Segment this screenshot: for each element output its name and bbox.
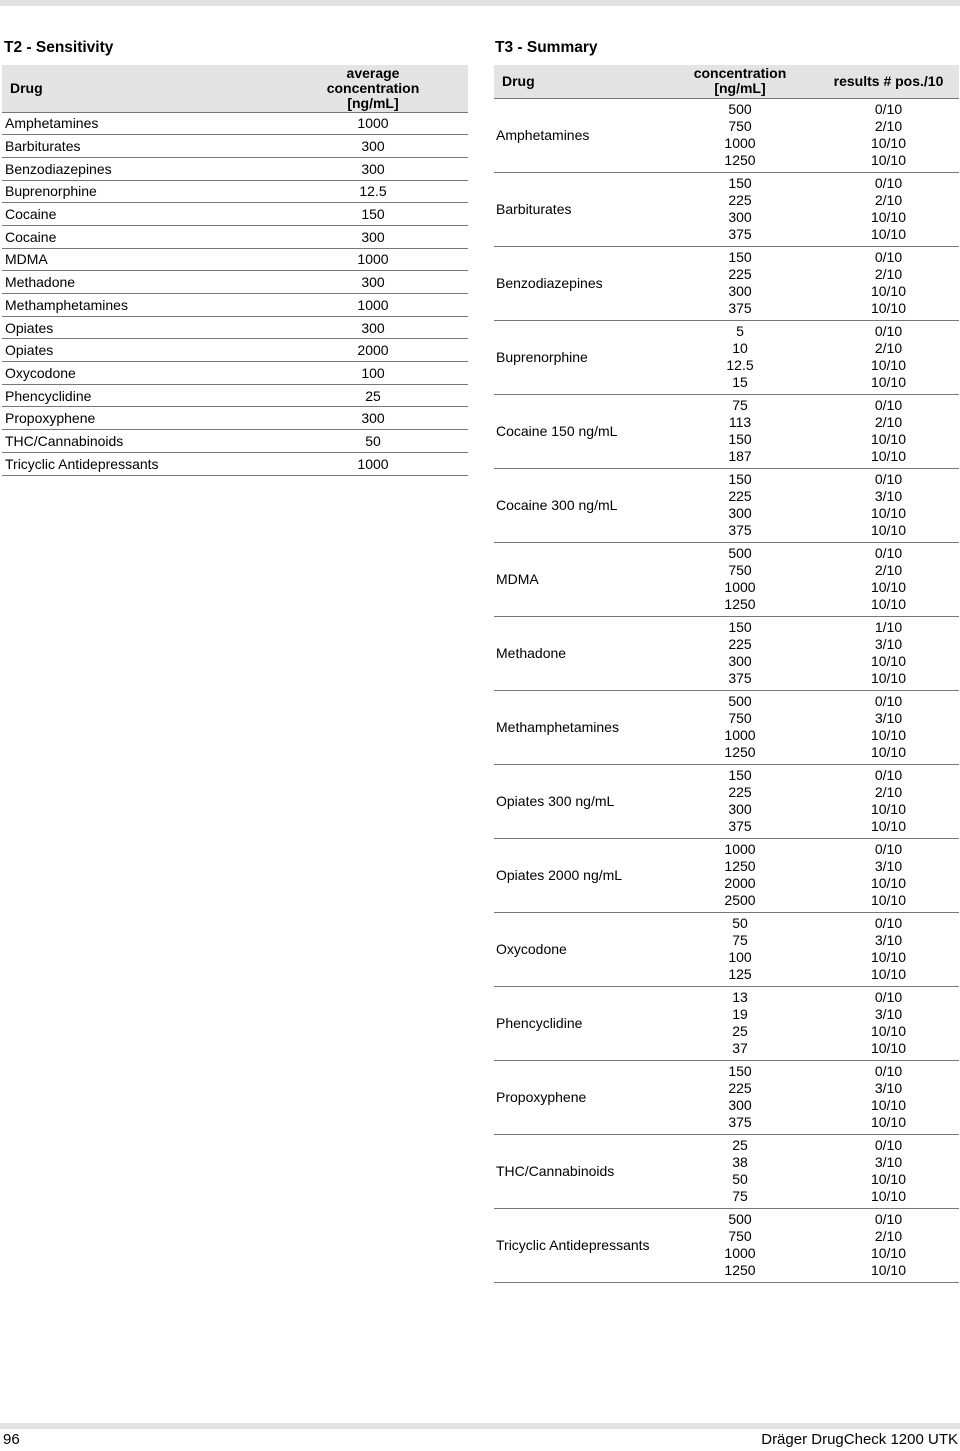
- t3-concentration-value: 12.5: [726, 357, 754, 373]
- t3-row: [494, 838, 959, 912]
- t3-cell-concentrations: [670, 1060, 810, 1134]
- t3-concentration-value: 150: [728, 619, 752, 635]
- t3-cell-drug: Propoxyphene: [496, 1088, 587, 1105]
- top-divider: [0, 0, 960, 6]
- t3-cell-concentrations: [670, 912, 810, 986]
- t3-concentration-value: 100: [728, 949, 752, 965]
- bottom-divider: [0, 1423, 960, 1429]
- t3-result-value: 0/10: [874, 1063, 903, 1079]
- t3-result-value: 10/10: [870, 1114, 907, 1130]
- t3-result-value: 3/10: [874, 710, 903, 726]
- t3-cell-drug: Opiates 2000 ng/mL: [496, 866, 623, 883]
- t3-concentration-value: 2000: [724, 875, 756, 891]
- t2-cell-concentration: 1000: [357, 251, 389, 268]
- t3-row: [494, 542, 959, 616]
- t3-cell-results: [810, 690, 959, 764]
- t3-result-value: 10/10: [870, 152, 907, 168]
- t3-concentration-value: 1000: [724, 579, 756, 595]
- t3-concentration-value: 37: [732, 1040, 748, 1056]
- t2-cell-concentration: 12.5: [359, 183, 387, 200]
- t3-result-value: 10/10: [870, 283, 907, 299]
- t3-cell-concentrations: [670, 468, 810, 542]
- t2-row: [2, 339, 468, 362]
- t3-result-value: 10/10: [870, 357, 907, 373]
- t3-result-value: 0/10: [874, 397, 903, 413]
- t3-result-value: 10/10: [870, 1023, 907, 1039]
- t3-concentration-value: 75: [732, 932, 748, 948]
- t3-concentration-value: 125: [728, 966, 752, 982]
- t3-cell-results: [810, 616, 959, 690]
- t3-result-value: 0/10: [874, 323, 903, 339]
- t3-result-value: 10/10: [870, 801, 907, 817]
- t3-concentration-value: 750: [728, 710, 752, 726]
- t2-row: [2, 203, 468, 226]
- t3-result-value: 2/10: [874, 192, 903, 208]
- t3-concentration-value: 1000: [724, 1245, 756, 1261]
- t2-cell-drug: Buprenorphine: [5, 183, 97, 200]
- t2-cell-drug: Phencyclidine: [5, 387, 92, 404]
- t3-concentration-value: 75: [732, 1188, 748, 1204]
- t3-concentration-value: 1250: [724, 152, 756, 168]
- t3-concentration-value: 225: [728, 636, 752, 652]
- t3-result-value: 0/10: [874, 767, 903, 783]
- t2-row: [2, 180, 468, 203]
- t2-cell-drug: Cocaine: [5, 206, 57, 223]
- t3-result-value: 2/10: [874, 1228, 903, 1244]
- t3-concentration-value: 5: [736, 323, 744, 339]
- t3-cell-drug: Amphetamines: [496, 126, 590, 143]
- t2-cell-concentration: 300: [361, 319, 385, 336]
- t3-result-value: 1/10: [874, 619, 903, 635]
- t2-cell-concentration: 300: [361, 410, 385, 427]
- t3-concentration-value: 150: [728, 175, 752, 191]
- t3-concentration-value: 10: [732, 340, 748, 356]
- t3-concentration-value: 2500: [724, 892, 756, 908]
- t3-cell-concentrations: [670, 616, 810, 690]
- t2-title: T2 - Sensitivity: [4, 39, 114, 56]
- t2-cell-drug: Opiates: [5, 319, 54, 336]
- t3-result-value: 0/10: [874, 471, 903, 487]
- t2-cell-concentration: 300: [361, 138, 385, 155]
- t3-row: [494, 172, 959, 246]
- t3-cell-drug: Cocaine 150 ng/mL: [496, 422, 618, 439]
- t3-result-value: 10/10: [870, 448, 907, 464]
- t3-result-value: 10/10: [870, 1262, 907, 1278]
- t3-row: [494, 394, 959, 468]
- t2-cell-concentration: 100: [361, 364, 385, 381]
- t3-header-concentration: concentration [ng/mL]: [670, 65, 810, 98]
- t2-cell-drug: Opiates: [5, 342, 54, 359]
- t3-result-value: 2/10: [874, 414, 903, 430]
- t3-concentration-value: 225: [728, 266, 752, 282]
- t3-result-value: 2/10: [874, 340, 903, 356]
- t3-cell-drug: THC/Cannabinoids: [496, 1162, 615, 1179]
- t3-concentration-value: 375: [728, 300, 752, 316]
- t3-result-value: 0/10: [874, 841, 903, 857]
- t2-cell-drug: Tricyclic Antidepressants: [5, 455, 159, 472]
- t3-concentration-value: 113: [728, 414, 752, 430]
- t3-cell-drug: Buprenorphine: [496, 348, 588, 365]
- t3-concentration-value: 225: [728, 488, 752, 504]
- t3-result-value: 10/10: [870, 949, 907, 965]
- t3-cell-results: [810, 1134, 959, 1208]
- t2-cell-concentration: 2000: [357, 342, 389, 359]
- t3-cell-results: [810, 838, 959, 912]
- t2-cell-drug: Propoxyphene: [5, 410, 96, 427]
- t2-header-row: [2, 65, 468, 112]
- t3-concentration-value: 375: [728, 818, 752, 834]
- t3-result-value: 3/10: [874, 932, 903, 948]
- t2-row: [2, 135, 468, 158]
- t2-cell-concentration: 1000: [357, 115, 389, 132]
- t2-row: [2, 112, 468, 135]
- t3-result-value: 10/10: [870, 135, 907, 151]
- t3-result-value: 10/10: [870, 1097, 907, 1113]
- t3-concentration-value: 25: [732, 1137, 748, 1153]
- t2-cell-concentration: 300: [361, 228, 385, 245]
- t3-cell-results: [810, 1060, 959, 1134]
- t3-result-value: 10/10: [870, 670, 907, 686]
- t3-result-value: 0/10: [874, 1211, 903, 1227]
- t3-concentration-value: 225: [728, 192, 752, 208]
- t2-row: [2, 225, 468, 248]
- t3-row: [494, 246, 959, 320]
- t3-row: [494, 764, 959, 838]
- footer-title: Dräger DrugCheck 1200 UTK: [761, 1431, 958, 1448]
- t3-concentration-value: 150: [728, 471, 752, 487]
- t3-result-value: 3/10: [874, 858, 903, 874]
- t3-concentration-value: 300: [728, 283, 752, 299]
- t3-cell-drug: Opiates 300 ng/mL: [496, 792, 615, 809]
- t3-result-value: 0/10: [874, 175, 903, 191]
- t3-concentration-value: 225: [728, 784, 752, 800]
- t3-concentration-value: 225: [728, 1080, 752, 1096]
- t3-cell-concentrations: [670, 246, 810, 320]
- t2-cell-drug: Barbiturates: [5, 138, 81, 155]
- t3-row: [494, 1134, 959, 1208]
- t3-result-value: 2/10: [874, 562, 903, 578]
- t2-cell-concentration: 300: [361, 160, 385, 177]
- t3-result-value: 10/10: [870, 966, 907, 982]
- t3-result-value: 10/10: [870, 1040, 907, 1056]
- t3-concentration-value: 38: [732, 1154, 748, 1170]
- t3-cell-drug: Methadone: [496, 644, 567, 661]
- t2-cell-concentration: 25: [365, 387, 381, 404]
- t3-concentration-value: 750: [728, 1228, 752, 1244]
- t3-result-value: 0/10: [874, 249, 903, 265]
- t3-result-value: 2/10: [874, 266, 903, 282]
- t2-header-drug: Drug: [2, 65, 310, 112]
- t3-concentration-value: 300: [728, 653, 752, 669]
- t3-concentration-value: 375: [728, 1114, 752, 1130]
- t2-cell-drug: Methadone: [5, 274, 76, 291]
- t3-result-value: 3/10: [874, 488, 903, 504]
- t2-cell-drug: Methamphetamines: [5, 296, 128, 313]
- t3-concentration-value: 500: [728, 693, 752, 709]
- t3-cell-drug: Phencyclidine: [496, 1014, 583, 1031]
- t3-row: [494, 1208, 959, 1282]
- t3-cell-concentrations: [670, 320, 810, 394]
- t3-result-value: 10/10: [870, 653, 907, 669]
- t3-concentration-value: 750: [728, 118, 752, 134]
- t3-cell-drug: Tricyclic Antidepressants: [496, 1236, 650, 1253]
- t3-concentration-value: 25: [732, 1023, 748, 1039]
- t3-result-value: 10/10: [870, 875, 907, 891]
- t3-header-drug: Drug: [494, 65, 670, 98]
- t2-row: [2, 248, 468, 271]
- t3-row: [494, 468, 959, 542]
- t3-result-value: 10/10: [870, 1188, 907, 1204]
- t3-cell-results: [810, 246, 959, 320]
- t3-result-value: 10/10: [870, 209, 907, 225]
- t3-concentration-value: 150: [728, 767, 752, 783]
- t3-result-value: 10/10: [870, 522, 907, 538]
- t3-cell-results: [810, 912, 959, 986]
- t2-cell-drug: THC/Cannabinoids: [5, 432, 124, 449]
- t3-cell-results: [810, 764, 959, 838]
- t3-result-value: 3/10: [874, 1154, 903, 1170]
- t3-result-value: 10/10: [870, 596, 907, 612]
- t3-result-value: 3/10: [874, 636, 903, 652]
- t2-header-concentration: average concentration [ng/mL]: [310, 65, 468, 112]
- t2-row: [2, 157, 468, 180]
- t3-result-value: 0/10: [874, 915, 903, 931]
- t3-result-value: 10/10: [870, 892, 907, 908]
- t3-cell-drug: MDMA: [496, 570, 539, 587]
- t3-summary-table: [494, 65, 959, 1283]
- t2-sensitivity-table: [2, 65, 468, 476]
- t3-row: [494, 616, 959, 690]
- t3-row: [494, 912, 959, 986]
- t3-cell-concentrations: [670, 394, 810, 468]
- t3-concentration-value: 1000: [724, 727, 756, 743]
- t2-cell-concentration: 50: [365, 432, 381, 449]
- t3-result-value: 0/10: [874, 545, 903, 561]
- t3-concentration-value: 15: [732, 374, 748, 390]
- t2-cell-concentration: 1000: [357, 296, 389, 313]
- t3-cell-concentrations: [670, 1208, 810, 1282]
- t3-result-value: 10/10: [870, 744, 907, 760]
- t3-result-value: 2/10: [874, 118, 903, 134]
- t3-concentration-value: 375: [728, 670, 752, 686]
- t3-row: [494, 690, 959, 764]
- t3-row: [494, 1060, 959, 1134]
- t3-concentration-value: 150: [728, 431, 752, 447]
- page-number: 96: [3, 1431, 20, 1448]
- t2-cell-drug: Amphetamines: [5, 115, 99, 132]
- t2-cell-concentration: 150: [361, 206, 385, 223]
- t3-concentration-value: 150: [728, 1063, 752, 1079]
- t3-concentration-value: 1250: [724, 1262, 756, 1278]
- t3-result-value: 0/10: [874, 101, 903, 117]
- t3-concentration-value: 1250: [724, 596, 756, 612]
- t3-concentration-value: 300: [728, 505, 752, 521]
- t3-cell-results: [810, 1208, 959, 1282]
- t3-concentration-value: 1250: [724, 858, 756, 874]
- t2-cell-concentration: 1000: [357, 455, 389, 472]
- t2-row: [2, 430, 468, 453]
- t3-cell-concentrations: [670, 98, 810, 172]
- t2-row: [2, 362, 468, 385]
- t3-result-value: 10/10: [870, 579, 907, 595]
- t3-concentration-value: 300: [728, 1097, 752, 1113]
- t3-concentration-value: 13: [732, 989, 748, 1005]
- t3-concentration-value: 150: [728, 249, 752, 265]
- t3-cell-concentrations: [670, 986, 810, 1060]
- t3-row: [494, 98, 959, 172]
- t3-cell-results: [810, 986, 959, 1060]
- t3-concentration-value: 375: [728, 522, 752, 538]
- t3-cell-drug: Barbiturates: [496, 200, 572, 217]
- t3-cell-drug: Cocaine 300 ng/mL: [496, 496, 618, 513]
- t2-row: [2, 294, 468, 317]
- t2-row: [2, 407, 468, 430]
- t2-row: [2, 452, 468, 475]
- t3-result-value: 10/10: [870, 727, 907, 743]
- t2-row: [2, 384, 468, 407]
- t3-result-value: 0/10: [874, 989, 903, 1005]
- t3-cell-concentrations: [670, 542, 810, 616]
- t3-result-value: 0/10: [874, 1137, 903, 1153]
- t2-cell-drug: Benzodiazepines: [5, 160, 112, 177]
- t3-concentration-value: 1000: [724, 135, 756, 151]
- t2-cell-concentration: 300: [361, 274, 385, 291]
- t3-result-value: 10/10: [870, 1171, 907, 1187]
- t2-row: [2, 316, 468, 339]
- t3-concentration-value: 500: [728, 101, 752, 117]
- t3-cell-concentrations: [670, 1134, 810, 1208]
- t2-cell-drug: MDMA: [5, 251, 48, 268]
- t3-concentration-value: 500: [728, 545, 752, 561]
- t3-concentration-value: 1250: [724, 744, 756, 760]
- t3-concentration-value: 50: [732, 1171, 748, 1187]
- t3-header-row: [494, 65, 959, 98]
- t3-header-results: results # pos./10: [810, 65, 959, 98]
- t3-cell-drug: Benzodiazepines: [496, 274, 603, 291]
- t3-result-value: 10/10: [870, 300, 907, 316]
- t3-cell-concentrations: [670, 764, 810, 838]
- t3-concentration-value: 50: [732, 915, 748, 931]
- t3-result-value: 3/10: [874, 1080, 903, 1096]
- t3-result-value: 2/10: [874, 784, 903, 800]
- t2-cell-drug: Cocaine: [5, 228, 57, 245]
- t3-concentration-value: 375: [728, 226, 752, 242]
- t3-title: T3 - Summary: [495, 39, 598, 56]
- t3-concentration-value: 75: [732, 397, 748, 413]
- t3-row: [494, 986, 959, 1060]
- t3-concentration-value: 750: [728, 562, 752, 578]
- t3-concentration-value: 1000: [724, 841, 756, 857]
- t3-concentration-value: 300: [728, 209, 752, 225]
- t3-result-value: 10/10: [870, 818, 907, 834]
- t3-result-value: 10/10: [870, 505, 907, 521]
- t3-cell-results: [810, 468, 959, 542]
- t3-row: [494, 320, 959, 394]
- t3-result-value: 10/10: [870, 1245, 907, 1261]
- t3-cell-concentrations: [670, 838, 810, 912]
- t3-cell-concentrations: [670, 690, 810, 764]
- t3-concentration-value: 19: [732, 1006, 748, 1022]
- t3-cell-drug: Methamphetamines: [496, 718, 619, 735]
- t3-cell-results: [810, 542, 959, 616]
- t3-result-value: 0/10: [874, 693, 903, 709]
- t3-cell-results: [810, 172, 959, 246]
- t3-result-value: 10/10: [870, 431, 907, 447]
- t3-cell-results: [810, 98, 959, 172]
- t3-cell-results: [810, 394, 959, 468]
- t3-concentration-value: 300: [728, 801, 752, 817]
- t3-cell-concentrations: [670, 172, 810, 246]
- t3-cell-results: [810, 320, 959, 394]
- t3-result-value: 10/10: [870, 226, 907, 242]
- t2-row: [2, 271, 468, 294]
- t2-cell-drug: Oxycodone: [5, 364, 76, 381]
- t3-result-value: 3/10: [874, 1006, 903, 1022]
- t3-concentration-value: 187: [728, 448, 752, 464]
- t3-concentration-value: 500: [728, 1211, 752, 1227]
- t3-result-value: 10/10: [870, 374, 907, 390]
- t3-cell-drug: Oxycodone: [496, 940, 567, 957]
